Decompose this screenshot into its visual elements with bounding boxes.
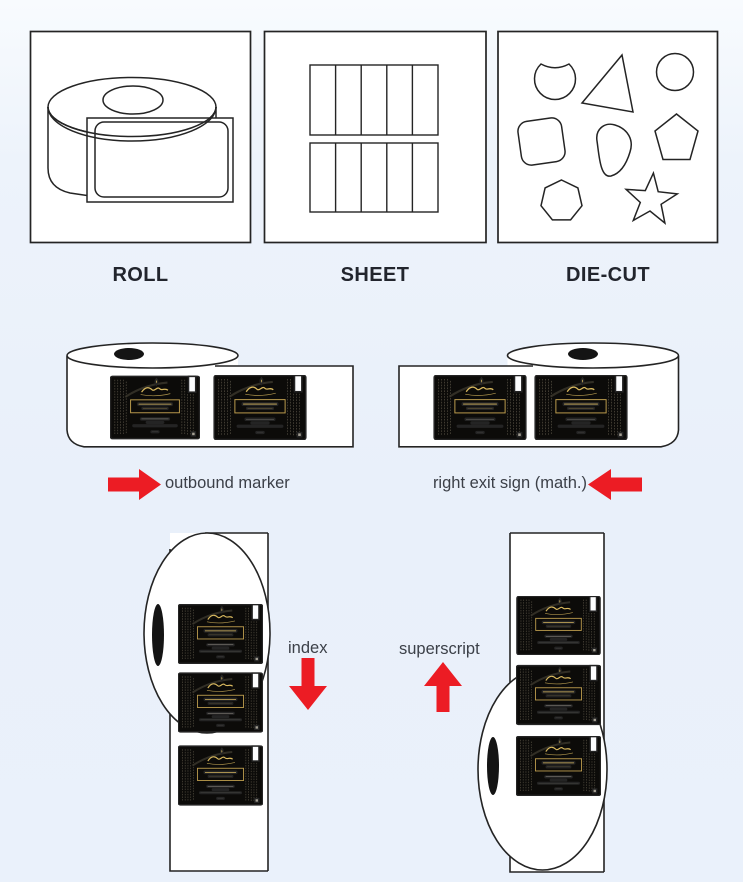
- roll-core-icon: [568, 348, 598, 360]
- roll-core-icon: [114, 348, 144, 360]
- format-card-roll: [31, 32, 251, 243]
- caption-superscript: superscript: [399, 640, 480, 658]
- unwind-index-roll-illustration: [144, 533, 270, 871]
- up-arrow-icon: [424, 662, 462, 712]
- label-roll-illustration: [48, 78, 233, 203]
- product-label: [517, 596, 600, 654]
- product-label: [535, 375, 627, 439]
- format-card-sheet: [265, 32, 487, 243]
- right-arrow-icon: [108, 469, 161, 500]
- caption-index: index: [288, 639, 328, 657]
- product-label: [516, 737, 600, 796]
- product-label: [178, 605, 262, 664]
- product-label: [110, 376, 199, 438]
- unwind-right-exit-roll-illustration: [399, 343, 679, 448]
- product-label: [434, 375, 526, 439]
- caption-right-exit-sign: right exit sign (math.): [432, 474, 587, 492]
- roll-core-icon: [487, 737, 499, 795]
- caption-outbound-marker: outbound marker: [165, 474, 290, 492]
- product-label: [516, 666, 600, 725]
- left-arrow-icon: [588, 469, 642, 500]
- product-label: [178, 746, 262, 805]
- product-label: [214, 375, 306, 439]
- format-label-roll: ROLL: [112, 264, 169, 286]
- roll-blank-label: [95, 122, 228, 197]
- down-arrow-icon: [289, 658, 327, 710]
- roll-core-icon: [152, 604, 164, 666]
- unwind-outbound-roll-illustration: [67, 343, 353, 448]
- roll-core-icon: [103, 86, 163, 114]
- format-label-die-cut: DIE-CUT: [566, 264, 650, 286]
- roll-top-face: [67, 343, 238, 368]
- die-cut-card-box: [498, 32, 718, 243]
- unwind-superscript-roll-illustration: [478, 533, 607, 872]
- product-label: [178, 673, 262, 732]
- format-label-sheet: SHEET: [340, 264, 410, 286]
- format-card-die-cut: [498, 32, 718, 243]
